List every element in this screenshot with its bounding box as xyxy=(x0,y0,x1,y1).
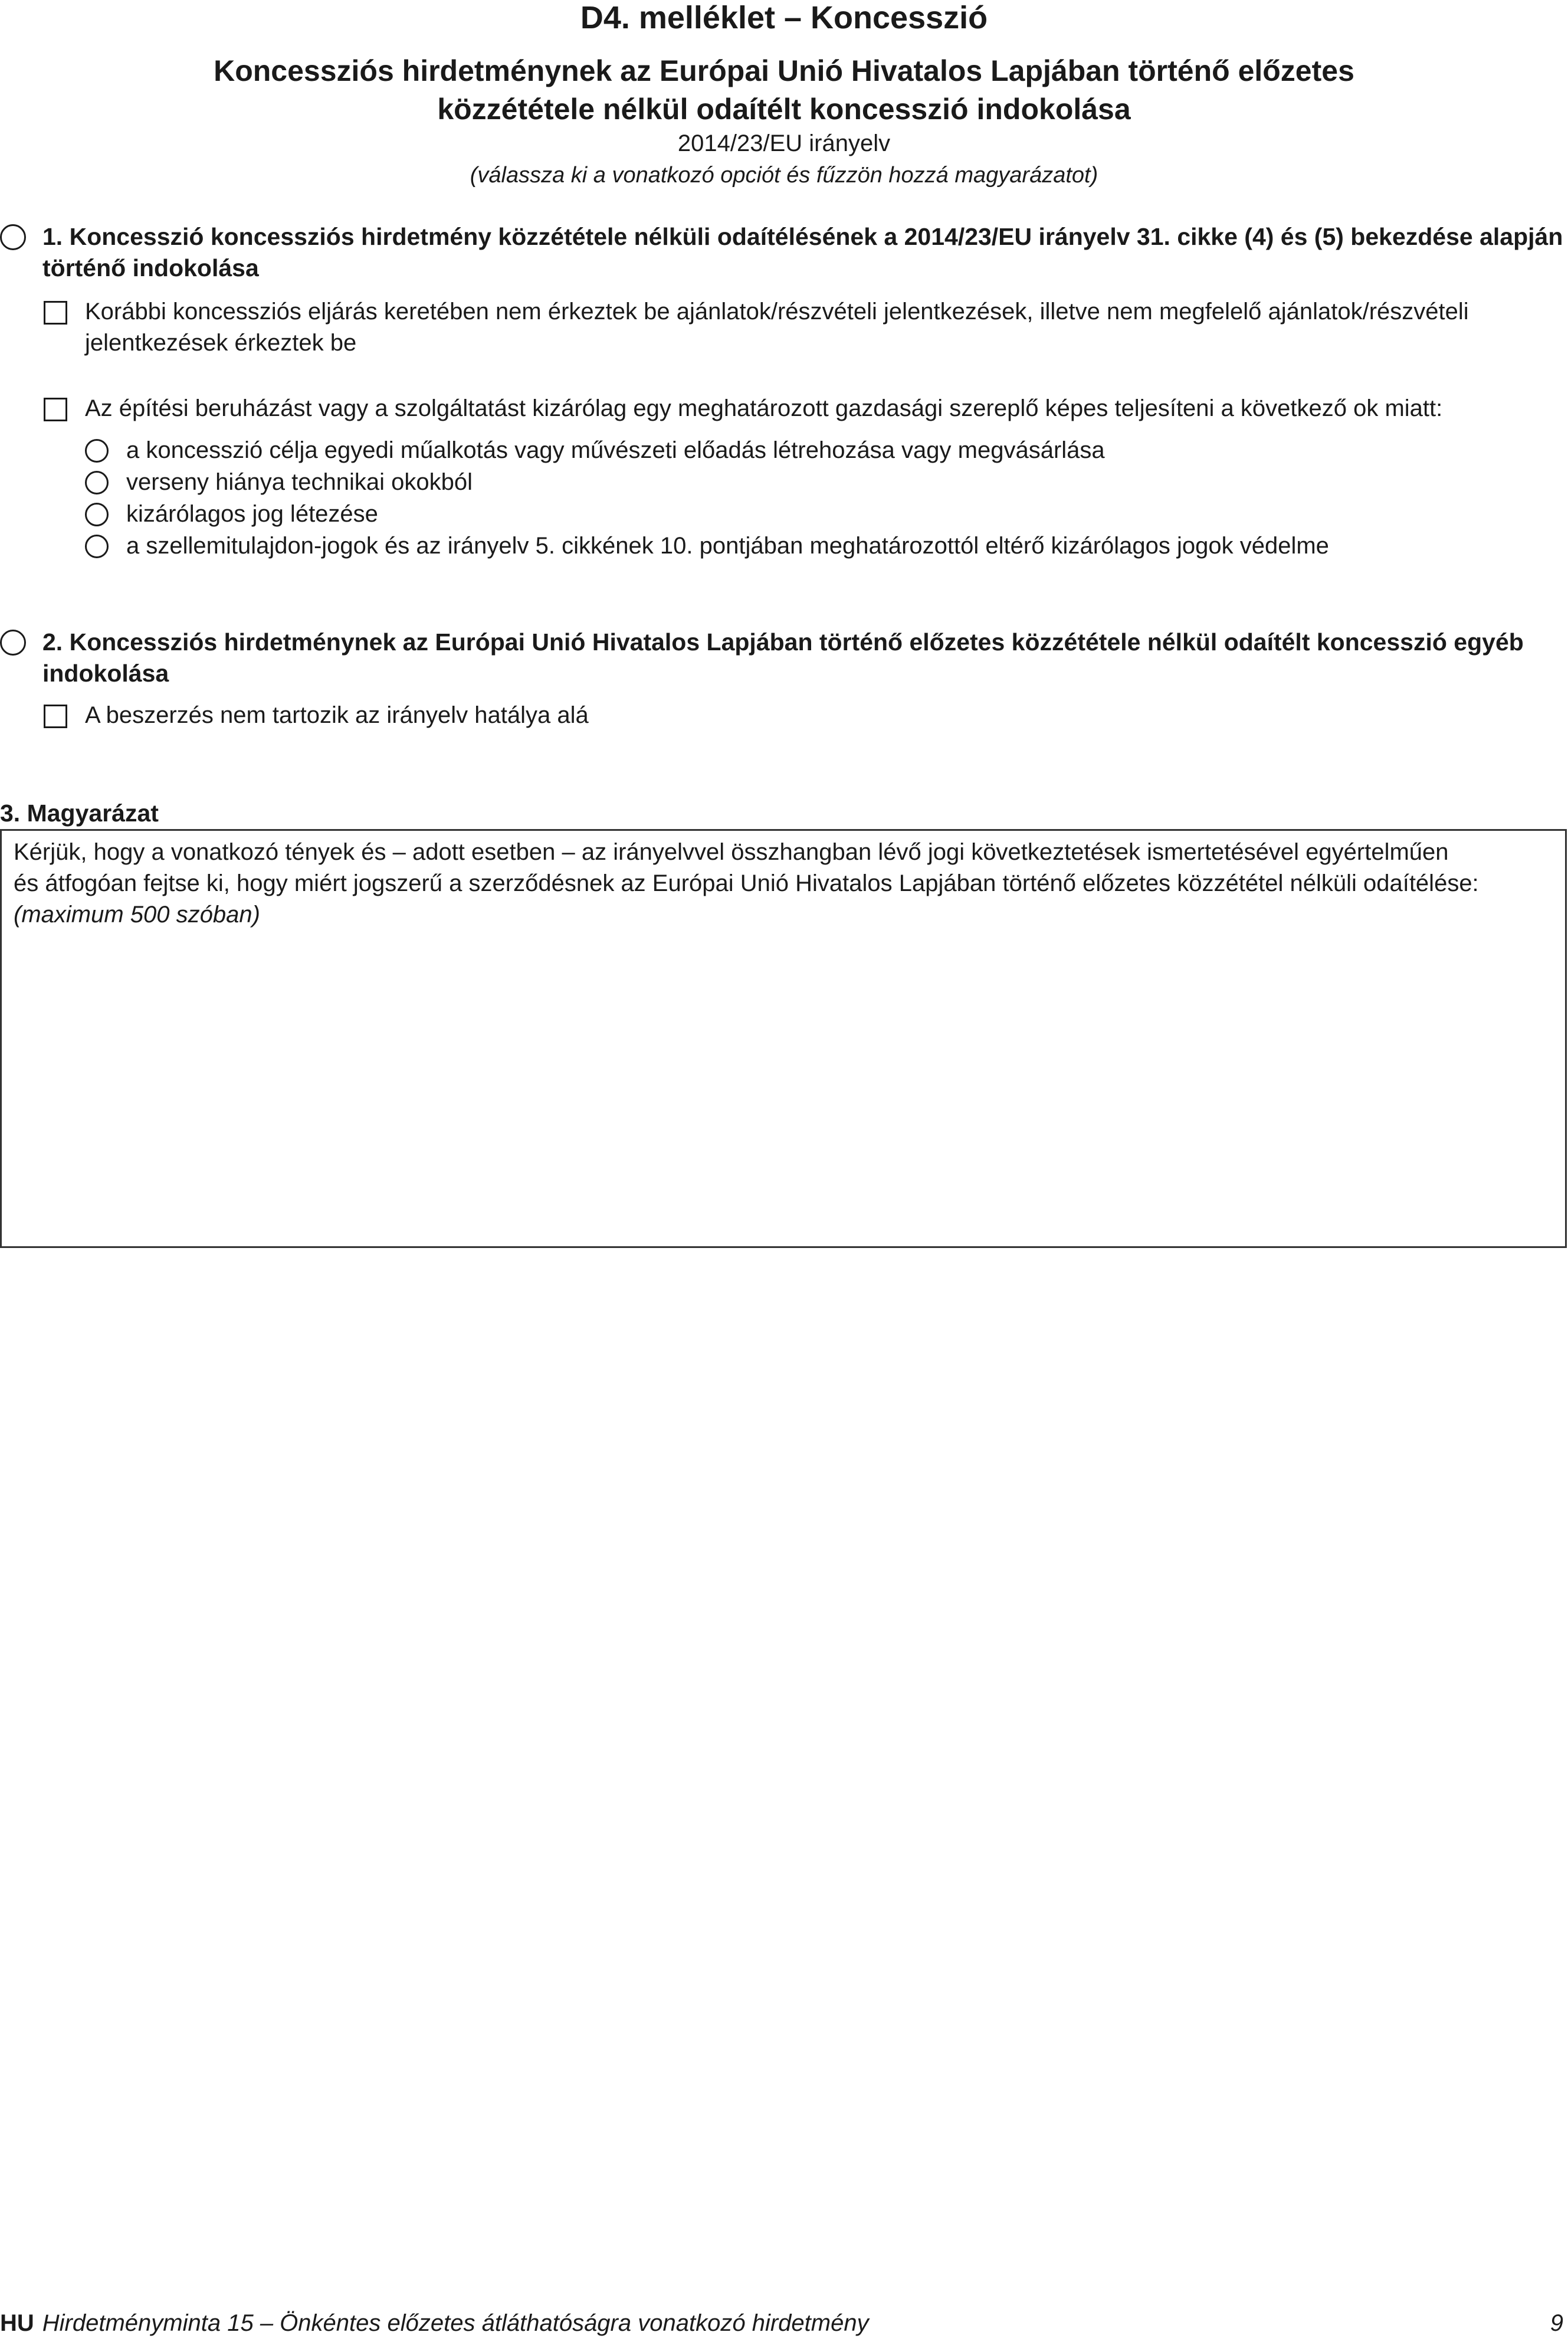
reason-label-no-competition: verseny hiánya technikai okokból xyxy=(126,469,473,495)
footer-language-code: HU xyxy=(0,2310,34,2336)
reason-radio-exclusive-right[interactable] xyxy=(85,503,109,526)
section1-radio[interactable] xyxy=(0,224,26,250)
section2-heading-line-2: indokolása xyxy=(42,660,169,687)
section1-heading xyxy=(42,221,1564,284)
explanation-line-1: Kérjük, hogy a vonatkozó tények és – adott esetben – az irányelvvel összhangban lévő jogi következtetések ismertetésével egyértelműen xyxy=(14,839,1449,865)
instruction-text: (válassza ki a vonatkozó opciót és fűzzön hozzá magyarázatot) xyxy=(470,163,1098,188)
checkbox1-line-2: jelentkezések érkeztek be xyxy=(85,330,357,356)
page-footer xyxy=(0,2308,869,2338)
reason-radio-ip-rights[interactable] xyxy=(85,535,109,558)
page-number: 9 xyxy=(1550,2310,1563,2336)
section2-heading-line-1: 2. Koncessziós hirdetménynek az Európai Unió Hivatalos Lapjában történő előzetes közzététele nélkül odaítélt koncesszió egyéb xyxy=(42,628,1524,656)
section1-heading-line-1: 1. Koncesszió koncessziós hirdetmény közzététele nélküli odaítélésének a 2014/23/EU irányelv 31. cikke (4) és (5) bekezdése alapján xyxy=(42,223,1563,250)
subtitle-line-2: közzététele nélkül odaítélt koncesszió indokolása xyxy=(437,93,1131,126)
section2-checkbox-out-of-scope[interactable] xyxy=(44,705,67,728)
section1-checkbox-single-operator-label: Az építési beruházást vagy a szolgáltatást kizárólag egy meghatározott gazdasági szereplő képes teljesíteni a következő ok miatt: xyxy=(85,395,1443,421)
section1-checkbox-previous-procedure[interactable] xyxy=(44,301,67,325)
explanation-instructions xyxy=(14,837,1547,931)
checkbox1-line-1: Korábbi koncessziós eljárás keretében nem érkeztek be ajánlatok/részvételi jelentkezések, illetve nem megfelelő ajánlatok/részvételi xyxy=(85,299,1469,325)
reason-radio-artwork[interactable] xyxy=(85,439,109,463)
section2-checkbox-out-of-scope-label: A beszerzés nem tartozik az irányelv hatálya alá xyxy=(85,702,589,728)
page-title: D4. melléklet – Koncesszió xyxy=(580,0,988,35)
section2-radio[interactable] xyxy=(0,630,26,656)
explanation-textbox[interactable] xyxy=(0,829,1567,1248)
section1-heading-line-2: történő indokolása xyxy=(42,254,259,281)
directive-label: 2014/23/EU irányelv xyxy=(677,130,891,156)
section2-heading xyxy=(42,627,1564,689)
reason-label-exclusive-right: kizárólagos jog létezése xyxy=(126,501,378,527)
explanation-word-limit: (maximum 500 szóban) xyxy=(14,902,260,928)
reason-radio-no-competition[interactable] xyxy=(85,471,109,494)
section1-checkbox-single-operator[interactable] xyxy=(44,398,67,421)
footer-form-title: Hirdetményminta 15 – Önkéntes előzetes átláthatóságra vonatkozó hirdetmény xyxy=(42,2310,869,2336)
reason-label-ip-rights: a szellemitulajdon-jogok és az irányelv 5. cikkének 10. pontjában meghatározottól eltérő kizárólagos jogok védelme xyxy=(126,533,1329,559)
section1-checkbox-previous-procedure-label xyxy=(85,296,1560,359)
reason-label-artwork: a koncesszió célja egyedi műalkotás vagy művészeti előadás létrehozása vagy megvásárlása xyxy=(126,437,1105,463)
section3-heading: 3. Magyarázat xyxy=(0,800,159,827)
explanation-line-2: és átfogóan fejtse ki, hogy miért jogszerű a szerződésnek az Európai Unió Hivatalos Lapjában történő előzetes közzététel nélküli odaítélése: xyxy=(14,870,1479,896)
page-subtitle xyxy=(0,52,1568,129)
subtitle-line-1: Koncessziós hirdetménynek az Európai Unió Hivatalos Lapjában történő előzetes xyxy=(214,54,1354,87)
